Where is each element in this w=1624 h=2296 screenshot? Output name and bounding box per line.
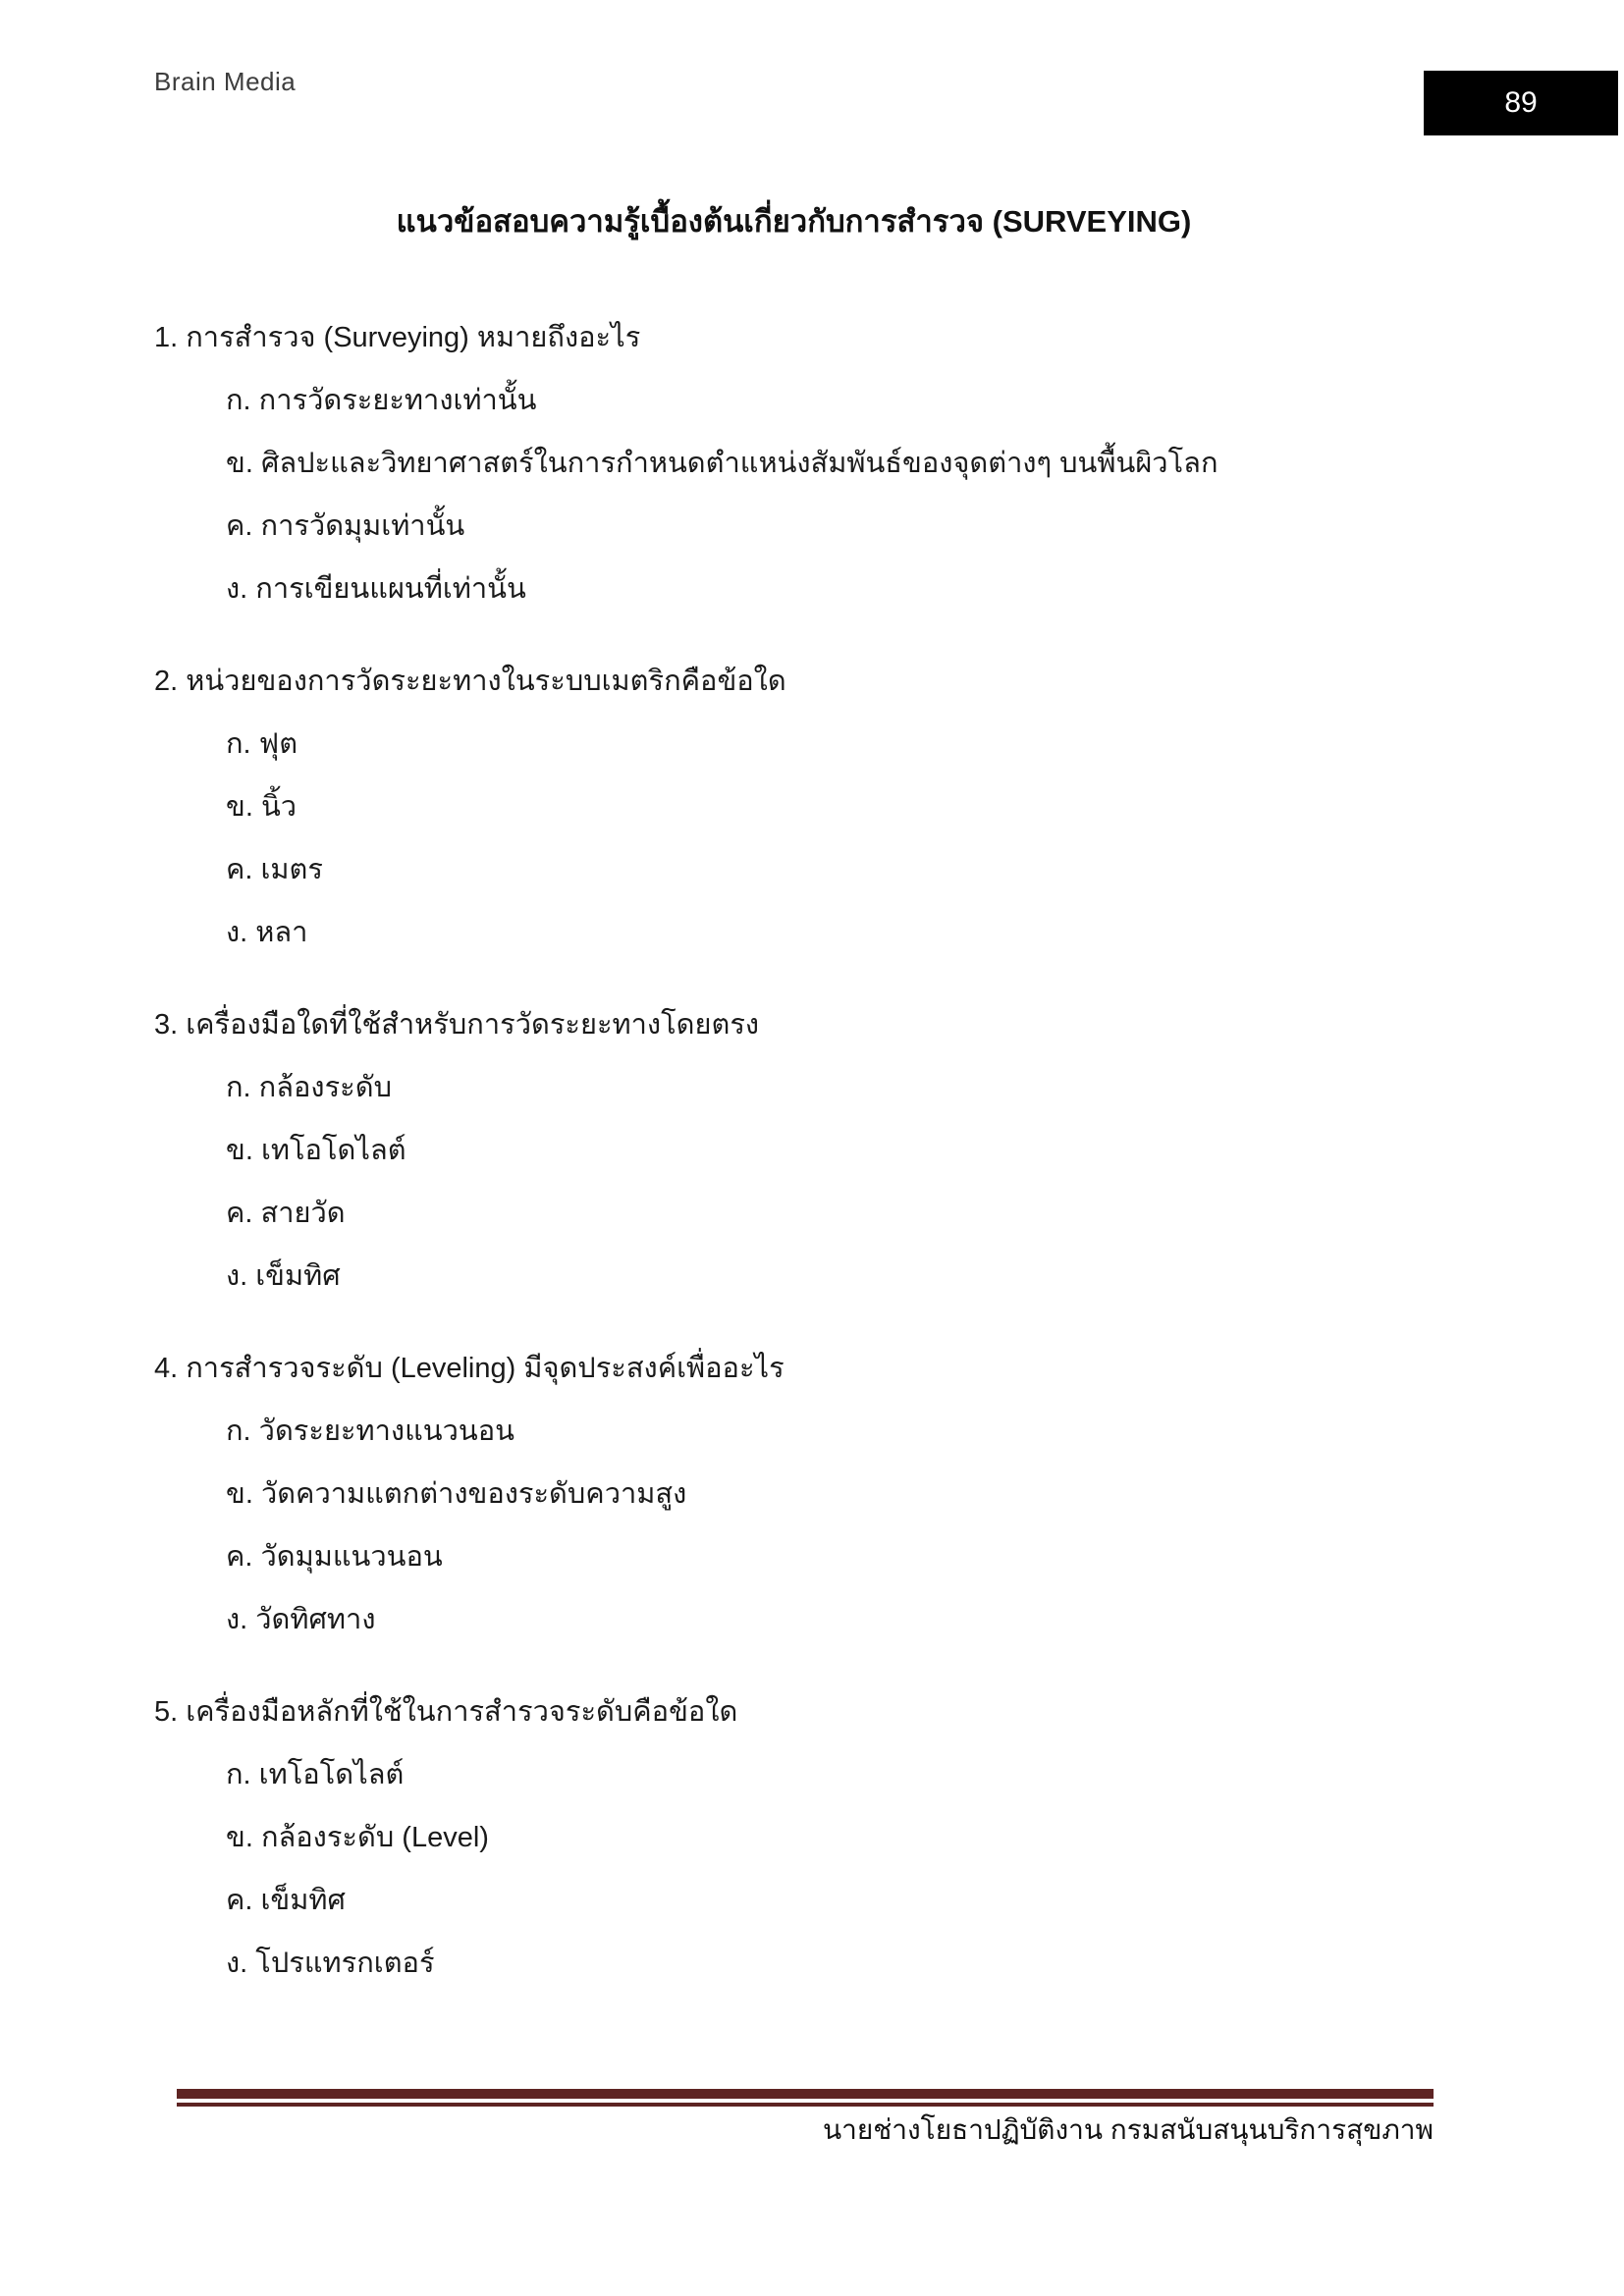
- option-item: ง. เข็มทิศ: [226, 1260, 341, 1292]
- footer-credit: นายช่างโยธาปฏิบัติงาน กรมสนับสนุนบริการสุขภาพ: [823, 2114, 1434, 2145]
- question-block: [154, 306, 1475, 620]
- option-item: ค. วัดมุมแนวนอน: [226, 1541, 443, 1573]
- question-text: 4. การสำรวจระดับ (Leveling) มีจุดประสงค์เพื่ออะไร: [154, 1353, 785, 1384]
- option-item: ค. สายวัด: [226, 1198, 346, 1229]
- option-item: ข. กล้องระดับ (Level): [226, 1822, 489, 1853]
- question-text: 5. เครื่องมือหลักที่ใช้ในการสำรวจระดับคือข้อใด: [154, 1696, 738, 1728]
- question-block: [154, 650, 1475, 964]
- question-block: [154, 1337, 1475, 1651]
- option-item: ง. โปรแทรกเตอร์: [226, 1948, 435, 1979]
- question-list: [154, 306, 1475, 1995]
- option-item: ง. วัดทิศทาง: [226, 1604, 376, 1635]
- question-block: [154, 1681, 1475, 1995]
- question-block: [154, 993, 1475, 1308]
- option-item: ค. เข็มทิศ: [226, 1885, 346, 1916]
- document-title: แนวข้อสอบความรู้เบื้องต้นเกี่ยวกับการสำรวจ (SURVEYING): [396, 204, 1192, 239]
- question-text: 2. หน่วยของการวัดระยะทางในระบบเมตริกคือข้อใด: [154, 666, 786, 697]
- option-item: ก. ฟุต: [226, 728, 298, 760]
- option-item: ก. วัดระยะทางแนวนอน: [226, 1415, 514, 1447]
- option-item: ก. กล้องระดับ: [226, 1072, 392, 1103]
- option-item: ข. นิ้ว: [226, 791, 298, 823]
- option-item: ก. เทโอโดไลต์: [226, 1759, 405, 1790]
- question-text: 3. เครื่องมือใดที่ใช้สำหรับการวัดระยะทางโดยตรง: [154, 1009, 760, 1041]
- brand-label: Brain Media: [154, 67, 297, 96]
- footer-rule: [177, 2089, 1434, 2099]
- option-item: ก. การวัดระยะทางเท่านั้น: [226, 385, 537, 416]
- option-item: ค. เมตร: [226, 854, 323, 885]
- option-item: ข. วัดความแตกต่างของระดับความสูง: [226, 1478, 687, 1510]
- option-item: ข. ศิลปะและวิทยาศาสตร์ในการกำหนดตำแหน่งสัมพันธ์ของจุดต่างๆ บนพื้นผิวโลก: [226, 448, 1218, 479]
- option-item: ข. เทโอโดไลต์: [226, 1135, 406, 1166]
- footer-rule-thin: [177, 2103, 1434, 2107]
- page-number: 89: [1504, 86, 1538, 119]
- option-item: ง. หลา: [226, 917, 308, 948]
- question-text: 1. การสำรวจ (Surveying) หมายถึงอะไร: [154, 322, 641, 353]
- option-item: ง. การเขียนแผนที่เท่านั้น: [226, 573, 526, 605]
- page-number-badge: [1424, 71, 1618, 135]
- option-item: ค. การวัดมุมเท่านั้น: [226, 510, 465, 542]
